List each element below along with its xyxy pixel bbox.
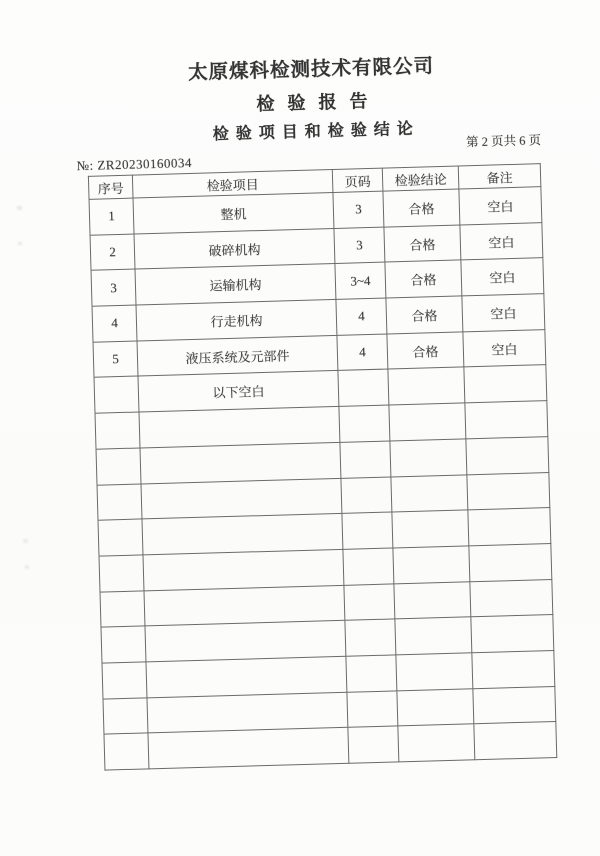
cell-page [348, 726, 399, 763]
cell-remark: 空白 [460, 222, 543, 260]
scan-smudge [25, 565, 29, 569]
cell-page: 4 [336, 298, 387, 335]
cell-page: 4 [337, 334, 388, 371]
cell-remark [464, 365, 547, 403]
document-content [76, 0, 559, 856]
header-inspection-item: 检验项目 [132, 169, 333, 198]
cell-no [98, 519, 143, 556]
cell-result: 合格 [387, 332, 464, 370]
cell-no [99, 555, 144, 592]
doc-number [76, 155, 192, 174]
cell-item: 以下空白 [138, 371, 339, 412]
cell-no [102, 662, 147, 699]
cell-remark [467, 472, 550, 510]
cell-no: 2 [90, 234, 135, 271]
cell-no: 3 [91, 269, 136, 306]
cell-no [104, 733, 149, 770]
cell-remark [466, 436, 549, 474]
section-title: 检验项目和检验结论 [212, 120, 420, 144]
cell-page [339, 405, 390, 442]
cell-item [143, 549, 344, 590]
cell-item: 运输机构 [135, 264, 336, 305]
cell-item [141, 478, 342, 519]
scan-smudge [23, 539, 28, 543]
cell-page: 3~4 [335, 262, 386, 299]
cell-page: 3 [333, 191, 384, 228]
cell-no [100, 590, 145, 627]
cell-result [397, 688, 474, 726]
cell-item: 行走机构 [136, 300, 337, 341]
cell-result [393, 546, 470, 584]
cell-remark: 空白 [463, 329, 546, 367]
cell-remark [472, 650, 555, 688]
cell-page [342, 512, 393, 549]
cell-no [101, 626, 146, 663]
header-page-number: 页码 [332, 168, 383, 192]
cell-result: 合格 [386, 296, 463, 334]
cell-result [389, 403, 466, 441]
cell-result [394, 581, 471, 619]
inspection-table-body [89, 187, 557, 770]
cell-remark [471, 615, 554, 653]
cell-remark: 空白 [459, 187, 542, 225]
cell-item [139, 407, 340, 448]
cell-item: 整机 [133, 192, 334, 233]
cell-remark [470, 579, 553, 617]
cell-result [396, 653, 473, 691]
cell-result: 合格 [383, 189, 460, 227]
cell-item [142, 514, 343, 555]
cell-remark [473, 686, 556, 724]
cell-no [103, 698, 148, 735]
cell-page [344, 584, 395, 621]
company-name: 太原煤科检测技术有限公司 [187, 56, 435, 84]
cell-no: 1 [89, 198, 134, 235]
cell-remark: 空白 [462, 294, 545, 332]
cell-item [146, 656, 347, 697]
cell-result [398, 724, 475, 762]
doc-number-value: ZR20230160034 [97, 154, 193, 173]
cell-item [145, 621, 346, 662]
cell-page [340, 441, 391, 478]
page-indicator: 第 2 页共 6 页 [465, 133, 542, 150]
cell-page [343, 548, 394, 585]
cell-remark: 空白 [461, 258, 544, 296]
cell-item [148, 728, 349, 769]
header-remark: 备注 [458, 164, 541, 189]
cell-item [147, 692, 348, 733]
doc-number-label: №: [76, 157, 94, 174]
cell-result [395, 617, 472, 655]
cell-page [338, 369, 389, 406]
cell-result: 合格 [385, 260, 462, 298]
cell-item [140, 442, 341, 483]
cell-remark [469, 543, 552, 581]
report-title: 检验报告 [256, 90, 381, 115]
cell-remark [474, 722, 557, 760]
cell-item: 液压系统及元部件 [137, 335, 338, 376]
scan-smudge [17, 206, 22, 210]
cell-item [144, 585, 345, 626]
cell-result: 合格 [384, 225, 461, 263]
cell-page: 3 [334, 227, 385, 264]
cell-result [390, 439, 467, 477]
cell-remark [465, 401, 548, 439]
header-serial-number: 序号 [88, 175, 133, 199]
inspection-table [88, 163, 557, 770]
cell-page [346, 655, 397, 692]
cell-no [95, 412, 140, 449]
cell-result [391, 474, 468, 512]
cell-no: 5 [93, 341, 138, 378]
cell-no [97, 483, 142, 520]
cell-no [96, 448, 141, 485]
scan-smudge [18, 242, 22, 245]
header-inspection-result: 检验结论 [382, 166, 459, 191]
cell-page [347, 691, 398, 728]
cell-remark [468, 508, 551, 546]
cell-result [388, 367, 465, 405]
cell-page [345, 619, 396, 656]
cell-no: 4 [92, 305, 137, 342]
cell-result [392, 510, 469, 548]
cell-item: 破碎机构 [134, 228, 335, 269]
cell-page [341, 476, 392, 513]
cell-no [94, 376, 139, 413]
